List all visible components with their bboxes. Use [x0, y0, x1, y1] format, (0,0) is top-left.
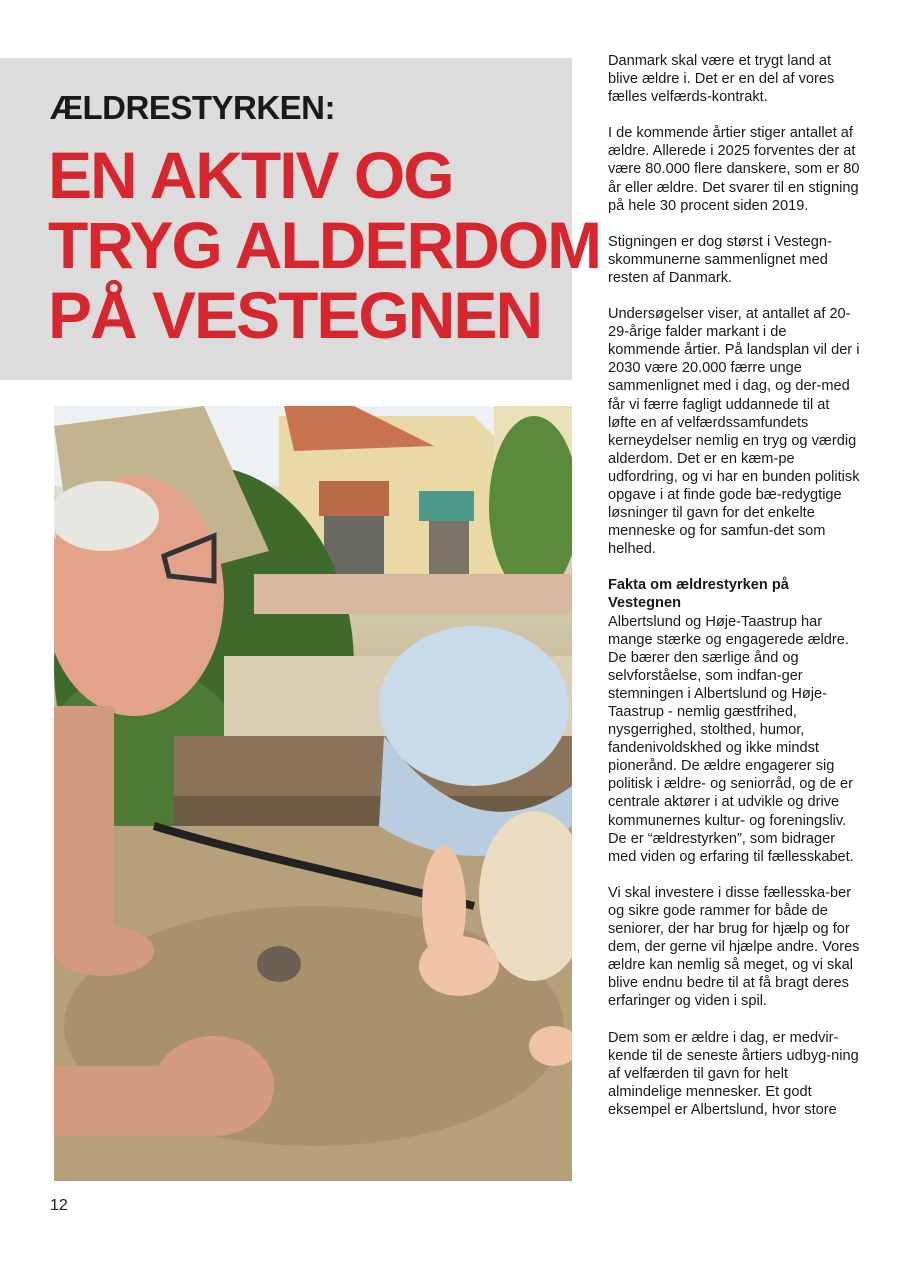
headline-line-3: PÅ VESTEGNEN: [48, 278, 542, 352]
body-text-column: [608, 52, 860, 1137]
headline-line-1: EN AKTIV OG: [48, 138, 453, 212]
section-subheading: Fakta om ældrestyrken på Vestegnen: [608, 577, 789, 612]
paragraph-facts: Albertslund og Høje-Taastrup har mange stærke og engagerede ældre. De bærer den særlige ånd og selvforståelse, som indfan-ger stemningen i Albertslund og Høje-Taastrup - nemlig gæstfrihed, nysgerrighed, stolthed, humor, fandenivoldskhed og ikke mindst pionerånd. De ældre engagerer sig politisk i ældre- og seniorråd, og de er centrale aktører i at udvikle og drive kommunernes kultur- og foreningsliv. De er “ældrestyrken”, som bidrager med viden og erfaring til fællesskabet.: [608, 613, 854, 865]
paragraph-vestegn: Stigningen er dog størst i Vestegn-skommunerne sammenlignet med resten af Danmark.: [608, 233, 832, 286]
headline: [48, 138, 601, 352]
paragraph-welfare: Dem som er ældre i dag, er medvir-kende til de seneste årtiers udbyg-ning af velfærden til gavn for helt almindelige mennesker. Et godt eksempel er Albertslund, hvor store: [608, 1029, 859, 1118]
paragraph-elderly-growth: I de kommende årtier stiger antallet af ældre. Allerede i 2025 forventes der at være 80.000 flere danskere, som er 80 år eller ældre. Det svarer til en stigning på hele 30 procent siden 2019.: [608, 125, 860, 214]
headline-line-2: TRYG ALDERDOM: [48, 208, 601, 282]
paragraph-intro: Danmark skal være et trygt land at blive ældre i. Det er en del af vores fælles velfærds-kontrakt.: [608, 53, 835, 106]
photo-elderly-man-and-toddler: [54, 406, 572, 1181]
kicker-title: ÆLDRESTYRKEN:: [50, 89, 336, 126]
page-number: 12: [50, 1197, 68, 1214]
paragraph-young-decline: Undersøgelser viser, at antallet af 20-29-årige falder markant i de kommende årtier. På landsplan vil der i 2030 være 20.000 færre unge sammenlignet med i dag, og der-med får vi færre fagligt uddannede til at løfte en af velfærdssamfundets kerneydelser nemlig en tryg og værdig alderdom. Det er en kæm-pe udfordring, og vi har en bunden politisk opgave i at finde gode bæ-redygtige løsninger til gavn for det enkelte menneske og for samfun-det som helhed.: [608, 306, 860, 558]
paragraph-invest: Vi skal investere i disse fællesska-ber og sikre gode rammer for både de seniorer, der har brug for hjælp og for dem, der gerne vil hjælpe andre. Vores ældre kan nemlig så meget, og vi skal blive endnu bedre til at få bragt deres erfaringer og viden i spil.: [608, 884, 860, 1010]
